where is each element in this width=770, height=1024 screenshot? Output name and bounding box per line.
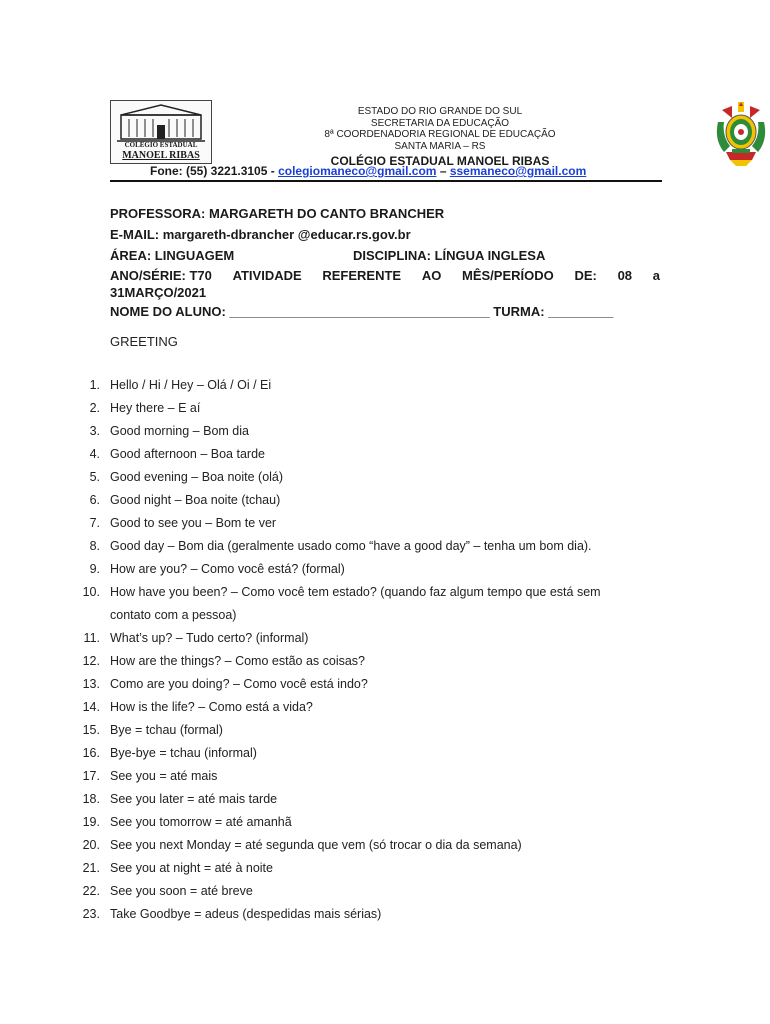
item-text: Good morning – Bom dia <box>110 424 249 438</box>
list-item <box>80 811 680 834</box>
item-number: 8. <box>89 539 100 553</box>
activity-word: MÊS/PERÍODO <box>462 268 554 283</box>
header-block <box>260 106 620 169</box>
section-title: GREETING <box>110 334 178 349</box>
header-divider <box>110 180 662 182</box>
item-number: 19. <box>82 815 100 829</box>
greeting-list <box>80 374 680 926</box>
item-number: 22. <box>82 884 100 898</box>
item-text: Take Goodbye = adeus (despedidas mais sérias) <box>110 907 382 921</box>
item-text: See you at night = até à noite <box>110 861 273 875</box>
list-item <box>80 374 680 397</box>
item-text: Good to see you – Bom te ver <box>110 516 277 530</box>
school-logo <box>110 100 212 164</box>
item-text: Como are you doing? – Como você está indo? <box>110 677 368 691</box>
list-item <box>80 834 680 857</box>
item-number: 10. <box>82 585 100 599</box>
item-number: 12. <box>82 654 100 668</box>
logo-text-1: COLÉGIO ESTADUAL <box>124 141 198 149</box>
item-text: See you soon = até breve <box>110 884 253 898</box>
item-number: 14. <box>82 700 100 714</box>
discipline-label: DISCIPLINA: LÍNGUA INGLESA <box>353 248 546 263</box>
list-item <box>80 742 680 765</box>
list-item <box>80 719 680 742</box>
activity-date: 31MARÇO/2021 <box>110 285 207 300</box>
item-number: 16. <box>82 746 100 760</box>
header-state: ESTADO DO RIO GRANDE DO SUL <box>357 106 523 117</box>
list-item <box>80 765 680 788</box>
teacher-email: E-MAIL: margareth-dbrancher @educar.rs.gov.br <box>110 227 411 242</box>
list-item <box>80 788 680 811</box>
item-text: See you = até mais <box>110 769 218 783</box>
state-crest <box>712 100 770 170</box>
item-text: Good afternoon – Boa tarde <box>110 447 265 461</box>
item-text: contato com a pessoa) <box>110 608 237 622</box>
item-number: 5. <box>89 470 100 484</box>
logo-text-2: MANOEL RIBAS <box>122 150 200 161</box>
item-text: What’s up? – Tudo certo? (informal) <box>110 631 309 645</box>
header-secretariat: SECRETARIA DA EDUCAÇÃO <box>370 117 510 129</box>
teacher-name: PROFESSORA: MARGARETH DO CANTO BRANCHER <box>110 206 445 221</box>
item-number: 9. <box>89 562 100 576</box>
list-item <box>80 420 680 443</box>
student-name-field: NOME DO ALUNO: ____________________________________ TURMA: _________ <box>110 304 614 319</box>
item-text: Good evening – Boa noite (olá) <box>110 470 284 484</box>
item-number: 20. <box>82 838 100 852</box>
item-number: 6. <box>89 493 100 507</box>
school-name: COLÉGIO ESTADUAL MANOEL RIBAS <box>330 154 550 168</box>
header-coordination: 8ª COORDENADORIA REGIONAL DE EDUCAÇÃO <box>324 129 556 140</box>
item-text: Hello / Hi / Hey – Olá / Oi / Ei <box>110 378 272 392</box>
item-text: How is the life? – Como está a vida? <box>110 700 313 714</box>
list-item-continuation <box>80 604 680 627</box>
activity-word: REFERENTE <box>322 268 402 283</box>
activity-word: a <box>652 268 660 283</box>
list-item <box>80 627 680 650</box>
phone-label: Fone: (55) 3221.3105 - <box>150 164 279 178</box>
list-item <box>80 443 680 466</box>
item-text: Bye = tchau (formal) <box>110 723 223 737</box>
item-number: 17. <box>82 769 100 783</box>
contact-line <box>150 164 586 178</box>
item-text: Hey there – E aí <box>110 401 201 415</box>
list-item <box>80 650 680 673</box>
item-number: 2. <box>89 401 100 415</box>
list-item <box>80 857 680 880</box>
list-item <box>80 535 680 558</box>
item-number: 1. <box>89 378 100 392</box>
item-text: Good night – Boa noite (tchau) <box>110 493 281 507</box>
item-text: Good day – Bom dia (geralmente usado como “have a good day” – tenha um bom dia). <box>110 539 592 553</box>
item-text: How are the things? – Como estão as coisas? <box>110 654 365 668</box>
item-text: See you tomorrow = até amanhã <box>110 815 292 829</box>
list-item <box>80 489 680 512</box>
email-separator: – <box>436 164 450 178</box>
item-text: See you later = até mais tarde <box>110 792 278 806</box>
list-item <box>80 903 680 926</box>
item-number: 7. <box>89 516 100 530</box>
activity-word: 08 <box>617 268 633 283</box>
activity-word: ANO/SÉRIE: T70 <box>110 268 212 283</box>
item-number: 3. <box>89 424 100 438</box>
item-text: How are you? – Como você está? (formal) <box>110 562 345 576</box>
coat-of-arms-icon <box>712 100 770 170</box>
list-item <box>80 466 680 489</box>
item-number: 13. <box>82 677 100 691</box>
item-text: How have you been? – Como você tem estado? (quando faz algum tempo que está sem <box>110 585 601 599</box>
item-number: 18. <box>82 792 100 806</box>
activity-row <box>110 268 660 283</box>
email-link-2[interactable]: ssemaneco@gmail.com <box>449 164 587 178</box>
area-label: ÁREA: LINGUAGEM <box>110 248 235 263</box>
activity-word: DE: <box>574 268 597 283</box>
list-item <box>80 581 680 604</box>
item-text: Bye-bye = tchau (informal) <box>110 746 257 760</box>
activity-word: AO <box>421 268 442 283</box>
list-item <box>80 696 680 719</box>
list-item <box>80 397 680 420</box>
email-link-1[interactable]: colegiomaneco@gmail.com <box>278 164 437 178</box>
list-item <box>80 880 680 903</box>
area-discipline-row <box>110 248 660 263</box>
activity-word: ATIVIDADE <box>232 268 302 283</box>
list-item <box>80 558 680 581</box>
item-text: See you next Monday = até segunda que vem (só trocar o dia da semana) <box>110 838 522 852</box>
list-item <box>80 673 680 696</box>
item-number: 4. <box>89 447 100 461</box>
header-city: SANTA MARIA – RS <box>394 140 486 152</box>
item-number: 21. <box>82 861 100 875</box>
item-number: 15. <box>82 723 100 737</box>
item-number: 23. <box>82 907 100 921</box>
list-item <box>80 512 680 535</box>
item-number: 11. <box>83 631 100 645</box>
